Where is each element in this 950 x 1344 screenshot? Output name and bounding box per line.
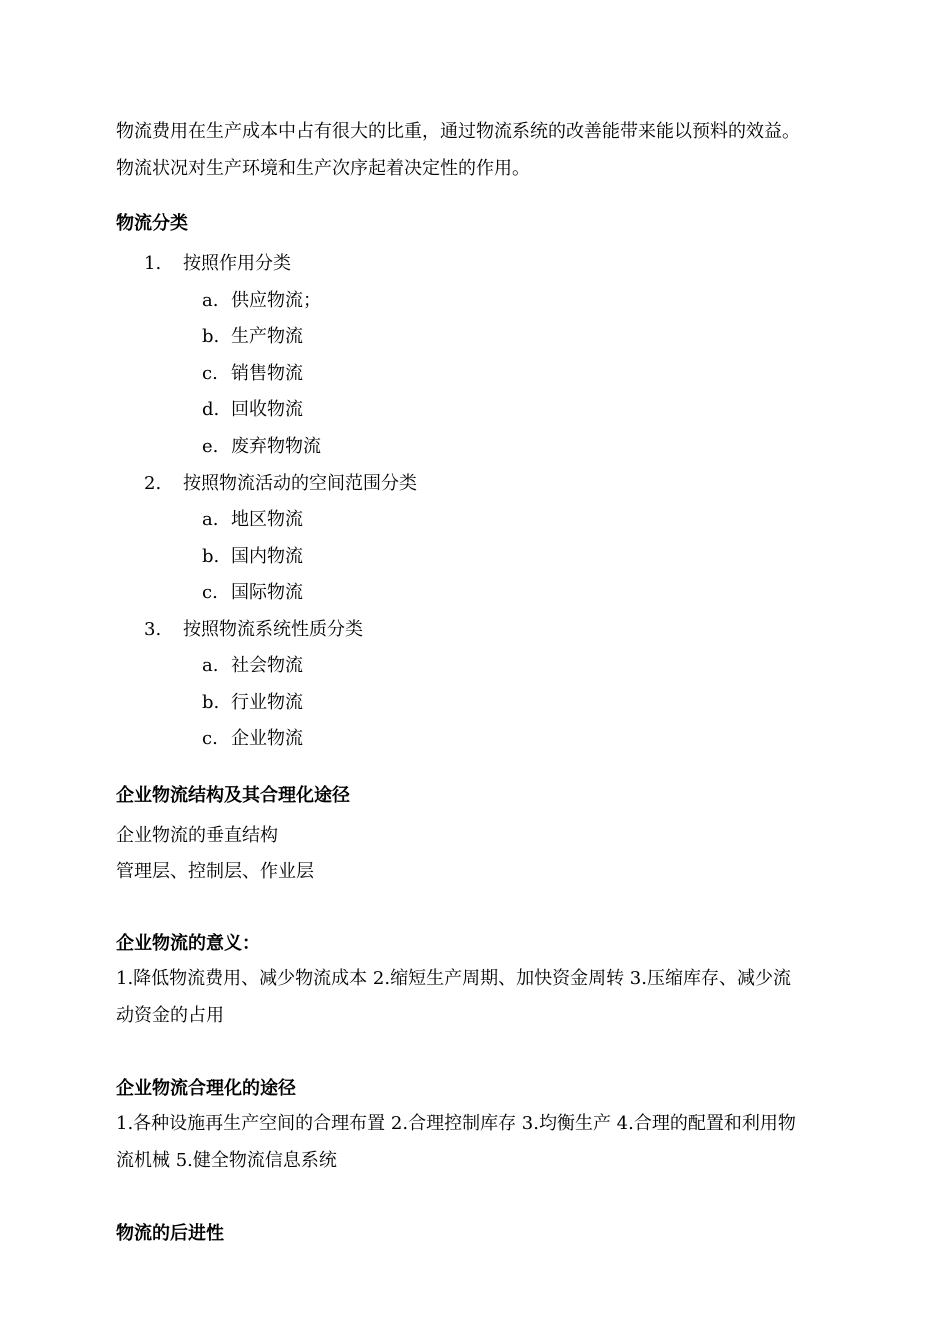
sublist-marker: b. — [202, 546, 220, 567]
sublist-item: 供应物流； — [231, 290, 321, 311]
rationalization-line-1: 1.各种设施再生产空间的合理布置 2.合理控制库存 3.均衡生产 4.合理的配置和利用物 — [116, 1113, 796, 1134]
sublist-item: 生产物流 — [231, 326, 303, 347]
list-item-label: 按照物流活动的空间范围分类 — [183, 473, 417, 494]
sublist-item: 地区物流 — [231, 509, 303, 530]
rationalization-line-2: 流机械 5.健全物流信息系统 — [116, 1150, 337, 1171]
sublist-item: 废弃物物流 — [231, 436, 321, 457]
sublist-marker: d. — [202, 399, 220, 420]
sublist-marker: b. — [202, 326, 220, 347]
sublist-item: 国际物流 — [231, 582, 303, 603]
list-item-label: 按照物流系统性质分类 — [183, 619, 363, 640]
intro-line-2: 物流状况对生产环境和生产次序起着决定性的作用。 — [116, 158, 530, 179]
rationalization-heading: 企业物流合理化的途径 — [116, 1078, 296, 1099]
sublist-marker: b. — [202, 692, 220, 713]
intro-line-1: 物流费用在生产成本中占有很大的比重，通过物流系统的改善能带来能以预料的效益。 — [116, 121, 800, 142]
sublist-marker: c. — [202, 582, 218, 603]
sublist-item: 社会物流 — [231, 655, 303, 676]
structure-line-2: 管理层、控制层、作业层 — [116, 861, 314, 882]
classification-heading: 物流分类 — [116, 213, 188, 234]
structure-heading: 企业物流结构及其合理化途径 — [116, 785, 350, 806]
list-number: 1. — [144, 253, 162, 274]
sublist-marker: c. — [202, 728, 218, 749]
sublist-item: 企业物流 — [231, 728, 303, 749]
meaning-line-2: 动资金的占用 — [116, 1005, 224, 1026]
meaning-heading: 企业物流的意义： — [116, 933, 260, 954]
lag-heading: 物流的后进性 — [116, 1223, 224, 1244]
list-item-label: 按照作用分类 — [183, 253, 291, 274]
sublist-item: 国内物流 — [231, 546, 303, 567]
list-number: 2. — [144, 473, 162, 494]
sublist-marker: a. — [202, 655, 219, 676]
sublist-item: 销售物流 — [231, 363, 303, 384]
meaning-line-1: 1.降低物流费用、减少物流成本 2.缩短生产周期、加快资金周转 3.压缩库存、减少流 — [116, 968, 791, 989]
sublist-marker: e. — [202, 436, 219, 457]
sublist-marker: a. — [202, 290, 219, 311]
sublist-item: 回收物流 — [231, 399, 303, 420]
structure-line-1: 企业物流的垂直结构 — [116, 825, 278, 846]
sublist-marker: c. — [202, 363, 218, 384]
sublist-item: 行业物流 — [231, 692, 303, 713]
list-number: 3. — [144, 619, 162, 640]
sublist-marker: a. — [202, 509, 219, 530]
